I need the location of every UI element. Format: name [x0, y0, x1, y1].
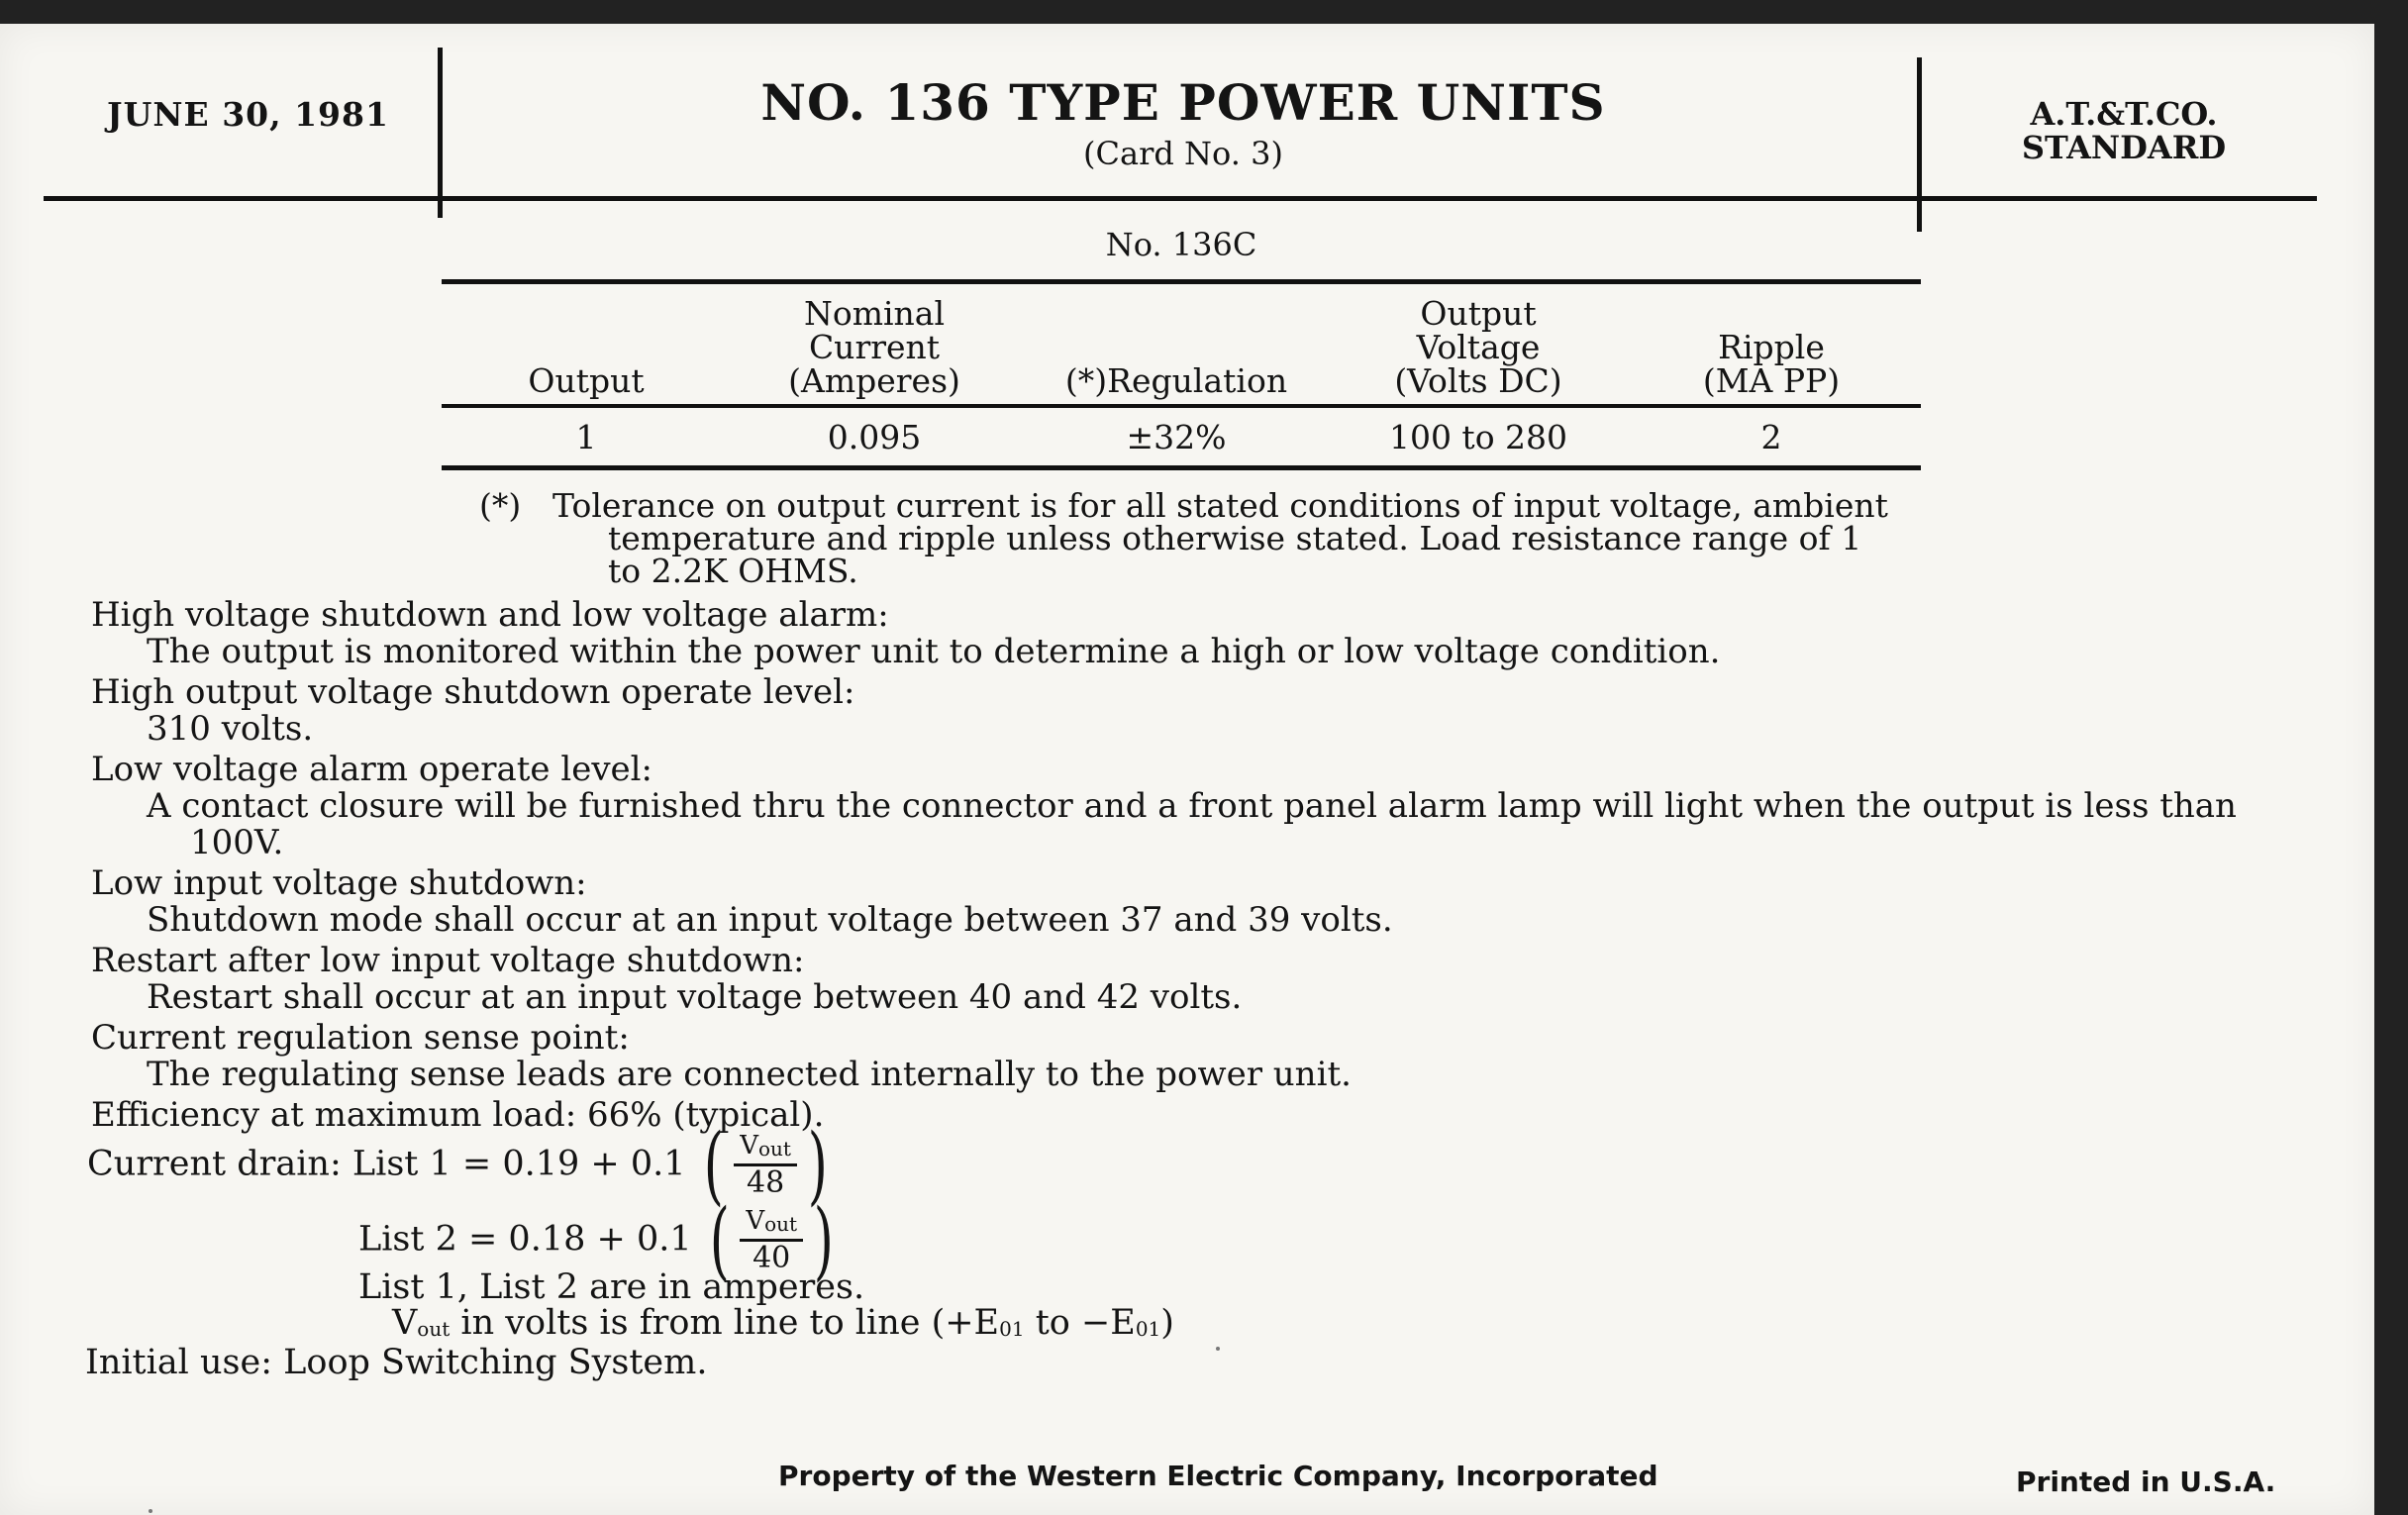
footnote-line-1: Tolerance on output current is for all stated conditions of input voltage, ambient: [552, 486, 1888, 525]
footnote-marker: (*): [479, 486, 522, 525]
right-paren-icon: ): [807, 1116, 828, 1215]
col-output: Output: [442, 275, 731, 406]
lv-alarm-text: A contact closure will be furnished thru the connector and a front panel alarm lamp will light when the output is less than: [147, 786, 2237, 826]
table-caption: No. 136C: [1105, 226, 1257, 263]
units-note: List 1, List 2 are in amperes.: [358, 1267, 865, 1307]
paper-speck: [149, 1509, 152, 1513]
paper-speck: [1216, 1347, 1220, 1351]
spec-table: [442, 275, 1921, 470]
property-notice: Property of the Western Electric Company, Incorporated: [778, 1460, 1658, 1492]
standard-line-2: STANDARD: [2021, 129, 2227, 166]
printed-in-notice: Printed in U.S.A.: [2016, 1465, 2276, 1498]
col-nominal-current: Nominal Current (Amperes): [731, 275, 1018, 406]
header-divider-left: [438, 48, 443, 218]
sense-point-text: The regulating sense leads are connected internally to the power unit.: [147, 1055, 1352, 1094]
cell-nominal-current: 0.095: [731, 406, 1018, 468]
spec-body: [91, 593, 2269, 1134]
right-paren-icon: ): [813, 1191, 834, 1290]
list2-expression: List 2 = 0.18 + 0.1: [358, 1219, 692, 1260]
lv-alarm-text-cont: 100V.: [190, 823, 284, 862]
hv-level-heading: High output voltage shutdown operate level:: [91, 672, 855, 712]
initial-use: Initial use: Loop Switching System.: [85, 1343, 708, 1382]
page-title: NO. 136 TYPE POWER UNITS: [760, 73, 1606, 132]
issue-date: JUNE 30, 1981: [107, 95, 389, 134]
footnote-line-2: temperature and ripple unless otherwise stated. Load resistance range of 1: [608, 519, 1862, 557]
lv-alarm-heading: Low voltage alarm operate level:: [91, 750, 652, 789]
footnote-line-3: to 2.2K OHMS.: [608, 552, 858, 590]
restart-text: Restart shall occur at an input voltage between 40 and 42 volts.: [147, 977, 1243, 1017]
hv-level-text: 310 volts.: [147, 709, 314, 749]
list1-fraction: $\frac{V_{out}}{48}$: [734, 1131, 797, 1200]
cell-regulation: ±32%: [1018, 406, 1335, 468]
standard-mark: [1941, 97, 2307, 164]
card-number: (Card No. 3): [1083, 135, 1283, 172]
table-row: [442, 406, 1921, 468]
restart-heading: Restart after low input voltage shutdown:: [91, 941, 805, 980]
left-paren-icon: (: [709, 1191, 730, 1290]
hv-shutdown-text: The output is monitored within the power unit to determine a high or low voltage condition.: [147, 632, 1721, 671]
spec-card: [0, 24, 2374, 1515]
li-shutdown-text: Shutdown mode shall occur at an input voltage between 37 and 39 volts.: [147, 900, 1393, 940]
list2-fraction: $\frac{V_{out}}{40}$: [740, 1206, 803, 1275]
efficiency-text: Efficiency at maximum load: 66% (typical).: [91, 1095, 825, 1135]
cell-output-voltage: 100 to 280: [1335, 406, 1622, 468]
col-ripple: Ripple (MA PP): [1622, 275, 1921, 406]
vout-note: $V_{out}$ in volts is from line to line ($+E_{01}$ to $-E_{01}$): [392, 1303, 1174, 1343]
hv-shutdown-heading: High voltage shutdown and low voltage alarm:: [91, 595, 889, 635]
standard-line-1: A.T.&T.CO.: [2030, 95, 2218, 133]
cell-output: 1: [442, 406, 731, 468]
current-drain-label: Current drain:: [87, 1144, 342, 1184]
table-header-row: [442, 275, 1921, 406]
left-paren-icon: (: [703, 1116, 724, 1215]
col-output-voltage: Output Voltage (Volts DC): [1335, 275, 1622, 406]
li-shutdown-heading: Low input voltage shutdown:: [91, 863, 587, 903]
cell-ripple: 2: [1622, 406, 1921, 468]
list1-expression: List 1 = 0.19 + 0.1: [351, 1144, 686, 1184]
col-regulation: (*)Regulation: [1018, 275, 1335, 406]
header-bottom-rule: [44, 196, 2317, 201]
sense-point-heading: Current regulation sense point:: [91, 1018, 630, 1058]
